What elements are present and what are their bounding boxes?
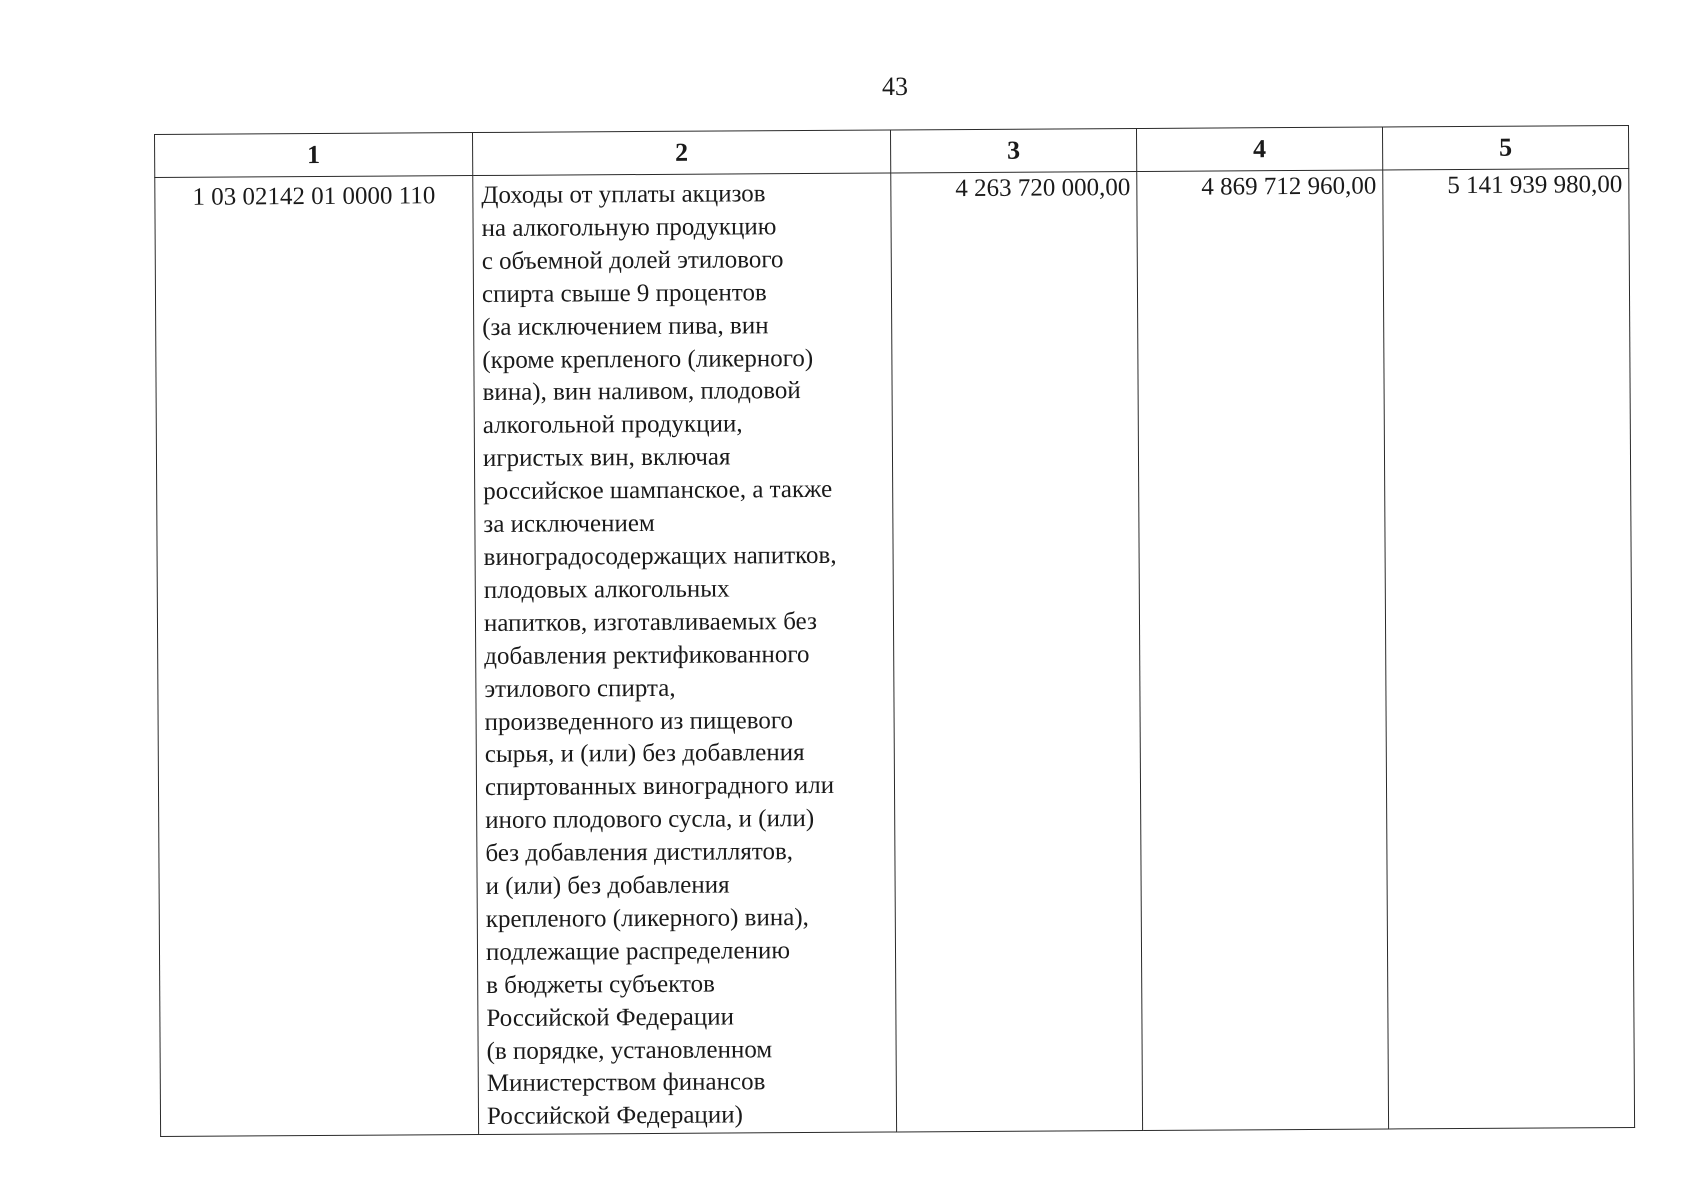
budget-classification-code: 1 03 02142 01 0000 110 bbox=[155, 176, 479, 1137]
revenue-description: Доходы от уплаты акцизов на алкогольную продукцию с объемной долей этилового спирта свыше 9 процентов (за исключением пива, вин (кроме крепленого (ликерного) вина), вин наливом, плодовой алкогольной продукции, игристых вин, включая российское шампанское, а также за исключением виноградосодержащих напитков, плодовых алкогольных напитков, изготавливаемых без добавления ректификованного этилового спирта, произведенного из пищевого сырья, и (или) без добавления спиртованных виноградного или иного плодового сусла, и (или) без добавления дистиллятов, и (или) без добавления крепленого (ликерного) вина), подлежащие распределению в бюджеты субъектов Российской Федерации (в порядке, установленном Министерством финансов Российской Федерации) bbox=[473, 173, 897, 1135]
revenue-table bbox=[154, 125, 1635, 1137]
amount-column-5: 5 141 939 980,00 bbox=[1383, 168, 1635, 1129]
column-header-3: 3 bbox=[890, 128, 1136, 173]
table-row bbox=[155, 168, 1635, 1136]
column-header-2: 2 bbox=[472, 130, 890, 176]
amount-column-3: 4 263 720 000,00 bbox=[891, 171, 1143, 1132]
page-number: 43 bbox=[882, 72, 908, 101]
amount-column-4: 4 869 712 960,00 bbox=[1137, 170, 1389, 1131]
column-header-5: 5 bbox=[1382, 125, 1628, 170]
column-header-4: 4 bbox=[1136, 127, 1382, 172]
column-header-1: 1 bbox=[155, 133, 473, 178]
